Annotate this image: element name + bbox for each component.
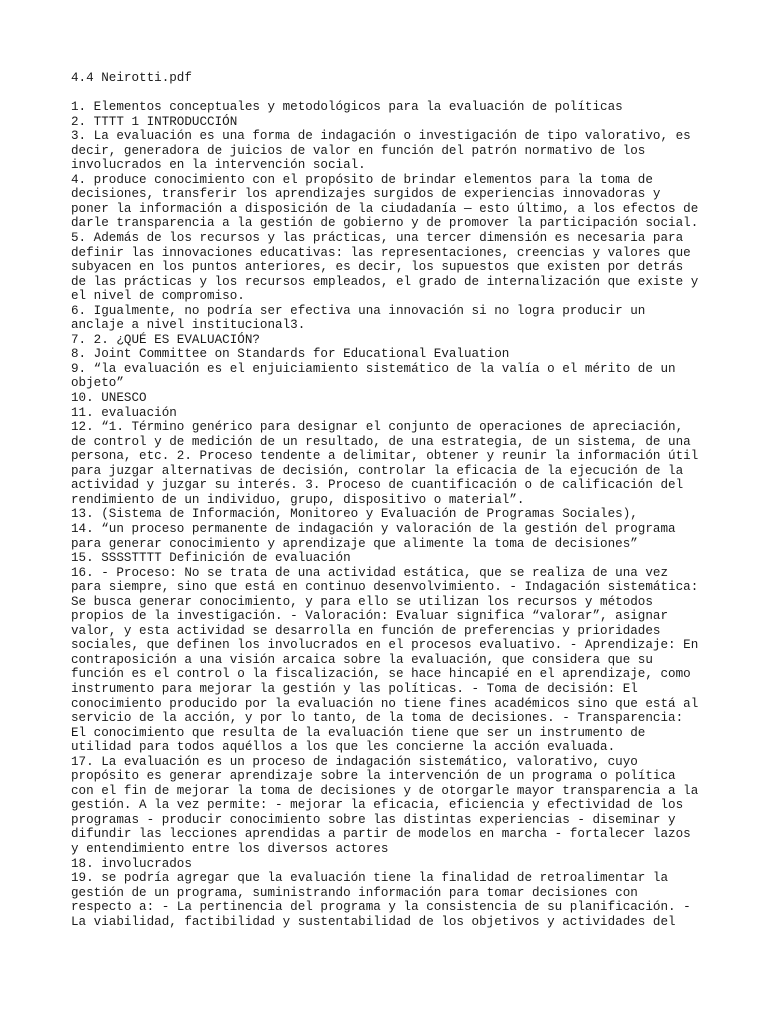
document-line: respecto a: - La pertinencia del programa y la consistencia de su planificación. -: [71, 900, 691, 915]
document-body: [71, 100, 711, 929]
document-line: para generar conocimiento y aprendizaje que alimente la toma de decisiones”: [71, 536, 638, 551]
document-line: propios de la investigación. - Valoración: Evaluar significa “valorar”, asignar: [71, 609, 669, 624]
document-line: 18. involucrados: [71, 856, 192, 871]
document-line: propósito es generar aprendizaje sobre la intervención de un programa o política: [71, 769, 676, 784]
document-line: con el fin de mejorar la toma de decisiones y de otorgarle mayor transparencia a la: [71, 783, 699, 798]
document-line: 10. UNESCO: [71, 391, 147, 406]
document-page: [71, 71, 711, 929]
document-line: rendimiento de un individuo, grupo, dispositivo o material”.: [71, 492, 525, 507]
document-line: instrumento para mejorar la gestión y las políticas. - Toma de decisión: El: [71, 681, 638, 696]
document-line: objeto”: [71, 376, 124, 391]
document-line: conocimiento producido por la evaluación no tiene fines académicos sino que está al: [71, 696, 699, 711]
document-line: El conocimiento que resulta de la evaluación tiene que ser un instrumento de: [71, 725, 646, 740]
document-line: La viabilidad, factibilidad y sustentabilidad de los objetivos y actividades del: [71, 914, 676, 929]
document-line: anclaje a nivel institucional3.: [71, 318, 306, 333]
document-line: 4. produce conocimiento con el propósito de brindar elementos para la toma de: [71, 172, 653, 187]
document-line: 1. Elementos conceptuales y metodológicos para la evaluación de políticas: [71, 100, 623, 115]
document-line: y entendimiento entre los diversos actores: [71, 841, 389, 856]
document-line: difundir las lecciones aprendidas a partir de modelos en marcha - fortalecer lazos: [71, 827, 691, 842]
document-line: 7. 2. ¿QUÉ ES EVALUACIÓN?: [71, 332, 260, 347]
document-line: programas - producir conocimiento sobre las distintas experiencias - diseminar y: [71, 812, 676, 827]
document-line: servicio de la acción, y por lo tanto, de la toma de decisiones. - Transparencia:: [71, 711, 684, 726]
document-line: Se busca generar conocimiento, y para ello se utilizan los recursos y métodos: [71, 594, 653, 609]
document-line: 5. Además de los recursos y las prácticas, una tercer dimensión es necesaria para: [71, 231, 684, 246]
document-line: valor, y esta actividad se desarrolla en función de preferencias y prioridades: [71, 623, 661, 638]
document-line: para siempre, sino que está en continuo desenvolvimiento. - Indagación sistemática:: [71, 580, 699, 595]
document-line: 14. “un proceso permanente de indagación y valoración de la gestión del programa: [71, 521, 676, 536]
document-line: darle transparencia a la gestión de gobierno y de promover la participación social.: [71, 216, 699, 231]
document-line: persona, etc. 2. Proceso tendente a delimitar, obtener y reunir la información útil: [71, 449, 699, 464]
document-line: decir, generadora de juicios de valor en función del patrón normativo de los: [71, 143, 646, 158]
document-line: gestión. A la vez permite: - mejorar la eficacia, eficiencia y efectividad de los: [71, 798, 684, 813]
document-line: 13. (Sistema de Información, Monitoreo y Evaluación de Programas Sociales),: [71, 507, 638, 522]
document-line: decisiones, transferir los aprendizajes surgidos de experiencias innovadoras y: [71, 187, 661, 202]
document-line: 15. SSSSTTTT Definición de evaluación: [71, 551, 351, 566]
document-line: 8. Joint Committee on Standards for Educational Evaluation: [71, 347, 510, 362]
document-line: poner la información a disposición de la ciudadanía — esto último, a los efectos de: [71, 201, 699, 216]
document-line: subyacen en los puntos anteriores, es decir, los supuestos que existen por detrás: [71, 260, 684, 275]
document-line: involucrados en la intervención social.: [71, 158, 366, 173]
document-line: gestión de un programa, suministrando información para tomar decisiones con: [71, 885, 638, 900]
document-line: de las prácticas y los recursos empleados, el grado de internalización que existe y: [71, 274, 699, 289]
document-line: utilidad para todos aquéllos a los que les concierne la acción evaluada.: [71, 740, 616, 755]
document-line: 17. La evaluación es un proceso de indagación sistemático, valorativo, cuyo: [71, 754, 638, 769]
document-line: sociales, que definen los involucrados en el procesos evaluativo. - Aprendizaje: En: [71, 638, 699, 653]
document-title: 4.4 Neirotti.pdf: [71, 71, 192, 85]
document-line: actividad y juzgar su interés. 3. Proceso de cuantificación o de calificación del: [71, 478, 684, 493]
document-line: 9. “la evaluación es el enjuiciamiento sistemático de la valía o el mérito de un: [71, 361, 676, 376]
document-line: el nivel de compromiso.: [71, 289, 245, 304]
document-line: contraposición a una visión arcaica sobre la evaluación, que considera que su: [71, 652, 653, 667]
document-line: para juzgar alternativas de decisión, controlar la eficacia de la ejecución de la: [71, 463, 684, 478]
document-line: 19. se podría agregar que la evaluación tiene la finalidad de retroalimentar la: [71, 871, 669, 886]
document-line: función es el control o la fiscalización, se hace hincapié en el aprendizaje, como: [71, 667, 691, 682]
document-line: 3. La evaluación es una forma de indagación o investigación de tipo valorativo, es: [71, 129, 691, 144]
document-line: 2. TTTT 1 INTRODUCCIÓN: [71, 114, 238, 129]
document-line: 11. evaluación: [71, 405, 177, 420]
document-line: definir las innovaciones educativas: las representaciones, creencias y valores que: [71, 245, 691, 260]
document-line: 16. - Proceso: No se trata de una actividad estática, que se realiza de una vez: [71, 565, 669, 580]
document-line: 12. “1. Término genérico para designar el conjunto de operaciones de apreciación,: [71, 420, 684, 435]
document-line: 6. Igualmente, no podría ser efectiva una innovación si no logra producir un: [71, 303, 646, 318]
document-line: de control y de medición de un resultado, de una estrategia, de un sistema, de una: [71, 434, 691, 449]
